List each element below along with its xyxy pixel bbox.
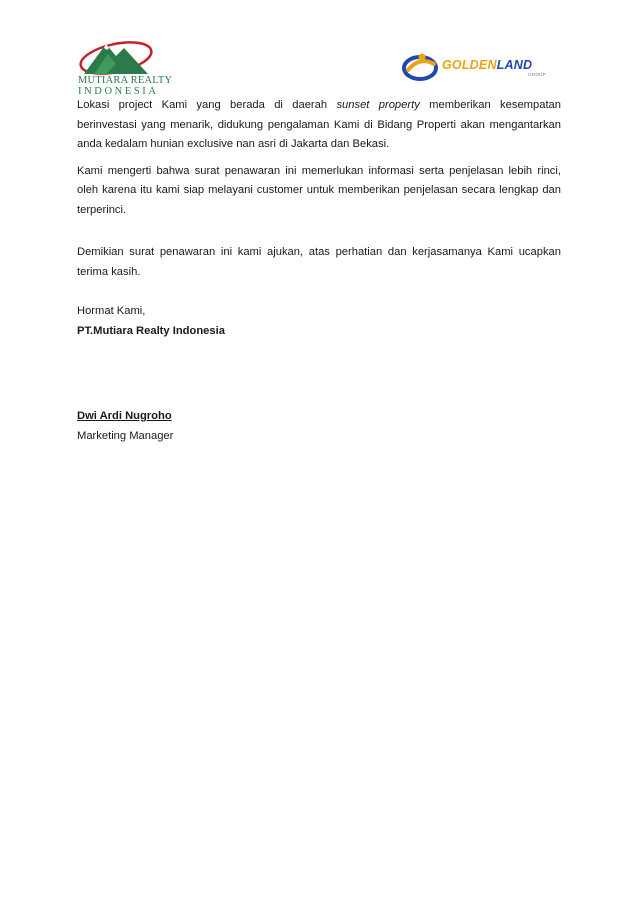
company-name: PT.Mutiara Realty Indonesia — [77, 324, 225, 337]
logo-name-line1: MUTIARA REALTY — [78, 75, 173, 86]
paragraph-location-end: memberikan kesempatan berinvestasi yang menarik, didukung pengalaman Kami di Bidang Properti akan mengantarkan anda kedalam hunian exclusive nan asri di Jakarta dan Bekasi. — [77, 99, 561, 150]
mountain-logo-icon — [76, 36, 156, 76]
sunset-property-emphasis: sunset property — [336, 99, 420, 111]
closing-salutation: Hormat Kami, — [77, 305, 146, 317]
letter-body — [77, 96, 561, 446]
mutiara-realty-logo — [72, 36, 173, 97]
goldenland-wordmark — [442, 58, 532, 72]
paragraph-information: Kami mengerti bahwa surat penawaran ini memerlukan informasi serta penjelasan lebih rinci, oleh karena itu kami siap melayani customer untuk memberikan penjelasan secara lengkap dan terperinci. — [77, 164, 561, 216]
goldenland-group-label: GROUP — [528, 72, 547, 77]
signatory-title: Marketing Manager — [77, 429, 174, 442]
goldenland-wordmark-part1: GOLDEN — [442, 58, 497, 72]
signature-block — [77, 407, 561, 446]
goldenland-wordmark-part2: LAND — [496, 58, 533, 72]
signatory-name: Dwi Ardi Nugroho — [77, 410, 172, 422]
paragraph-thanks: Demikian surat penawaran ini kami ajukan, atas perhatian dan kerjasamanya Kami ucapkan terima kasih. — [77, 246, 561, 278]
logo-name-line2: INDONESIA — [78, 86, 159, 97]
paragraph-location — [77, 96, 561, 155]
goldenland-logo — [400, 50, 560, 84]
paragraph-location-start: Lokasi project Kami yang berada di daerah — [77, 99, 337, 111]
goldenland-swirl-icon — [400, 50, 440, 84]
closing-block — [77, 302, 561, 341]
